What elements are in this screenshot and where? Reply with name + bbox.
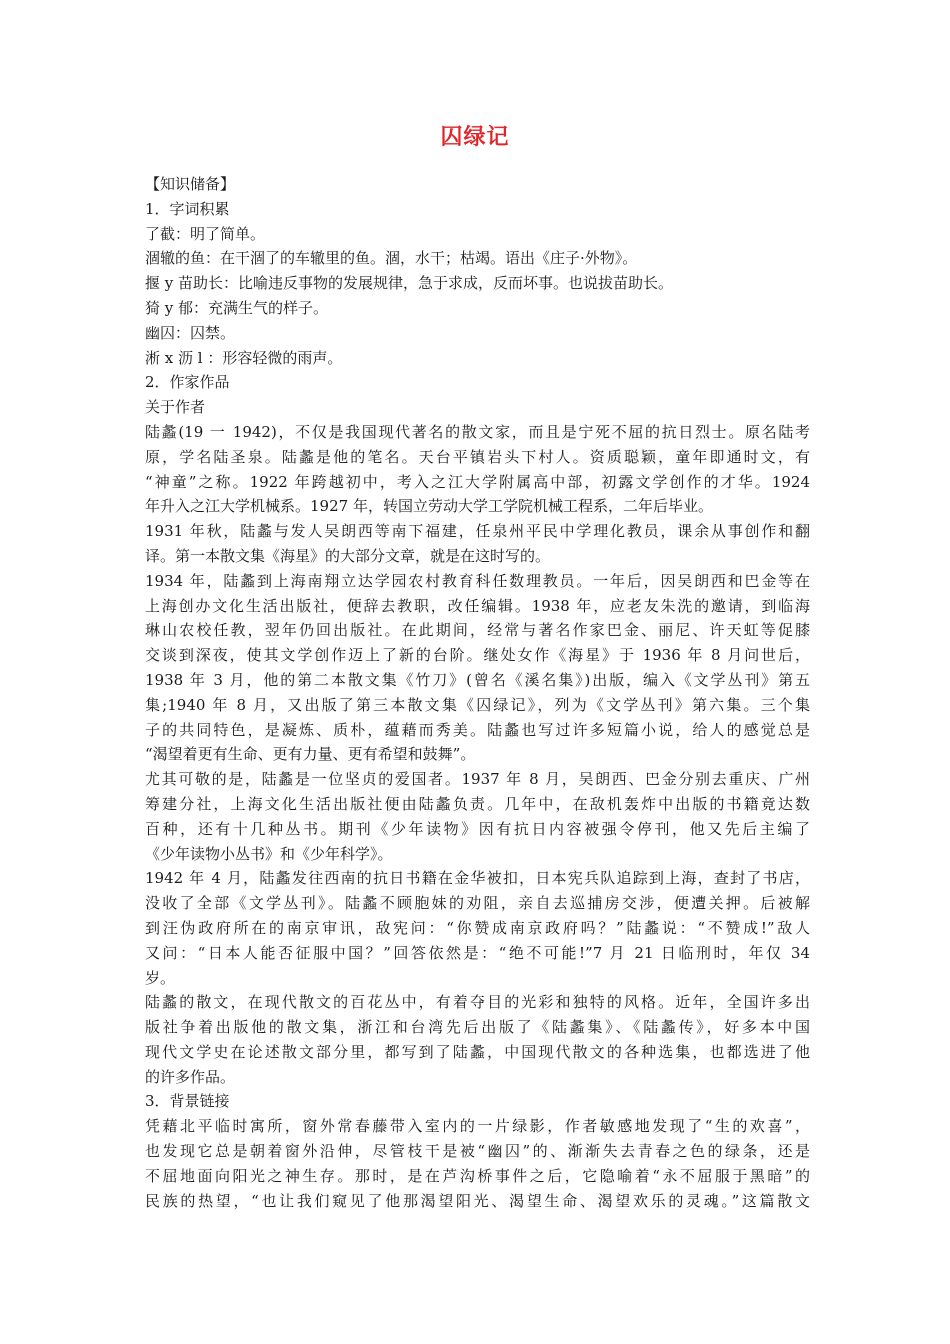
text-line: 3．背景链接 (145, 1092, 230, 1111)
text-line: 原，学名陆圣泉。陆蠡是他的笔名。天台平镇岩头下村人。资质聪颖，童年即通时文，有 (145, 447, 810, 466)
text-line: 也发现它总是朝着窗外沿伸，尽管枝干是被“幽囚”的、渐渐失去青春之色的绿条，还是 (145, 1142, 810, 1161)
text-line: 尤其可敬的是，陆蠡是一位坚贞的爱国者。1937 年 8 月，吴朗西、巴金分别去重庆、广州 (145, 770, 810, 789)
text-line: 到汪伪政府所在的南京审讯，敌宪问：“你赞成南京政府吗？”陆蠡说：“不赞成!”敌人 (145, 918, 810, 937)
text-line: 集;1940 年 8 月，又出版了第三本散文集《囚绿记》，列为《文学丛刊》第六集。三个集 (145, 695, 810, 714)
text-line: 1938 年 3 月，他的第二本散文集《竹刀》(曾名《溪名集》)出版，编入《文学丛刊》第五 (145, 670, 810, 689)
text-line: 1931 年秋，陆蠡与发人吴朗西等南下福建，任泉州平民中学理化教员，课余从事创作和翻 (145, 522, 810, 541)
text-line: 又问：“日本人能否征服中国？”回答依然是：“绝不可能!”7 月 21 日临刑时，年仅 34 (145, 943, 810, 962)
text-line: 1．字词积累 (145, 199, 230, 218)
text-line: 揠 y 苗助长：比喻违反事物的发展规律，急于求成，反而坏事。也说拔苗助长。 (145, 274, 674, 293)
text-line: 没收了全部《文学丛刊》。陆蠡不顾胞妹的劝阻，亲自去巡捕房交涉，便遭关押。后被解 (145, 894, 810, 913)
text-line: 1942 年 4 月，陆蠡发往西南的抗日书籍在金华被扣，日本宪兵队追踪到上海，查封了书店， (145, 869, 810, 888)
text-line: 《少年读物小丛书》和《少年科学》。 (145, 844, 393, 863)
page-title: 囚绿记 (440, 124, 510, 150)
text-line: 上海创办文化生活出版社，便辞去教职，改任编辑。1938 年，应老友朱洗的邀请，到临海 (145, 596, 810, 615)
text-line: 涸辙的鱼：在干涸了的车辙里的鱼。涸，水干；枯竭。语出《庄子·外物》。 (145, 249, 638, 268)
text-line: 陆蠡(19 一 1942)，不仅是我国现代著名的散文家，而且是宁死不屈的抗日烈士。原名陆考 (145, 422, 810, 441)
text-line: 幽囚：囚禁。 (145, 323, 236, 342)
text-line: 交谈到深夜，使其文学创作迈上了新的台阶。继处女作《海星》于 1936 年 8 月问世后， (145, 646, 810, 665)
text-line: 2．作家作品 (145, 373, 230, 392)
text-line: 关于作者 (145, 398, 206, 417)
text-line: 凭藉北平临时寓所，窗外常春藤带入室内的一片绿影，作者敏感地发现了“生的欢喜”， (145, 1117, 810, 1136)
text-line: 陆蠡的散文，在现代散文的百花丛中，有着夺目的光彩和独特的风格。近年，全国许多出 (145, 993, 810, 1012)
text-line: 子的共同特色，是凝炼、质朴，蕴藉而秀美。陆蠡也写过许多短篇小说，给人的感觉总是 (145, 720, 810, 739)
text-line: 百种，还有十几种丛书。期刊《少年读物》因有抗日内容被强令停刊，他又先后主编了 (145, 819, 810, 838)
document-body (145, 172, 810, 1213)
text-line: “神童”之称。1922 年跨越初中，考入之江大学附属高中部，初露文学创作的才华。1924 (145, 472, 810, 491)
text-line: 岁。 (145, 968, 176, 987)
text-line: 【知识储备】 (145, 175, 236, 193)
text-line: 现代文学史在论述散文部分里，都写到了陆蠡，中国现代散文的各种选集，也都选进了他 (145, 1042, 810, 1061)
text-line: 译。第一本散文集《海星》的大部分文章，就是在这时写的。 (145, 546, 551, 565)
text-line: 猗 y 郁：充满生气的样子。 (145, 298, 329, 317)
text-line: 了截：明了简单。 (145, 224, 266, 243)
text-line: 琳山农校任教，翌年仍回出版社。在此期间，经常与著名作家巴金、丽尼、许天虹等促膝 (145, 621, 810, 640)
text-line: 版社争着出版他的散文集，浙江和台湾先后出版了《陆蠡集》、《陆蠡传》，好多本中国 (145, 1018, 810, 1037)
text-line: 的许多作品。 (145, 1067, 236, 1086)
text-line: 不屈地面向阳光之神生存。那时，是在芦沟桥事件之后，它隐喻着“永不屈服于黑暗”的 (145, 1166, 810, 1185)
text-line: “渴望着更有生命、更有力量、更有希望和鼓舞”。 (145, 745, 476, 764)
text-line: 民族的热望，“也让我们窥见了他那渴望阳光、渴望生命、渴望欢乐的灵魂。”这篇散文 (145, 1191, 810, 1210)
text-line: 淅 x 沥 l ：形容轻微的雨声。 (145, 348, 343, 367)
text-line: 1934 年，陆蠡到上海南翔立达学园农村教育科任数理教员。一年后，因吴朗西和巴金等在 (145, 571, 810, 590)
text-line: 筹建分社，上海文化生活出版社便由陆蠡负责。几年中，在敌机轰炸中出版的书籍竟达数 (145, 794, 810, 813)
text-line: 年升入之江大学机械系。1927 年，转国立劳动大学工学院机械工程系，二年后毕业。 (145, 497, 713, 516)
